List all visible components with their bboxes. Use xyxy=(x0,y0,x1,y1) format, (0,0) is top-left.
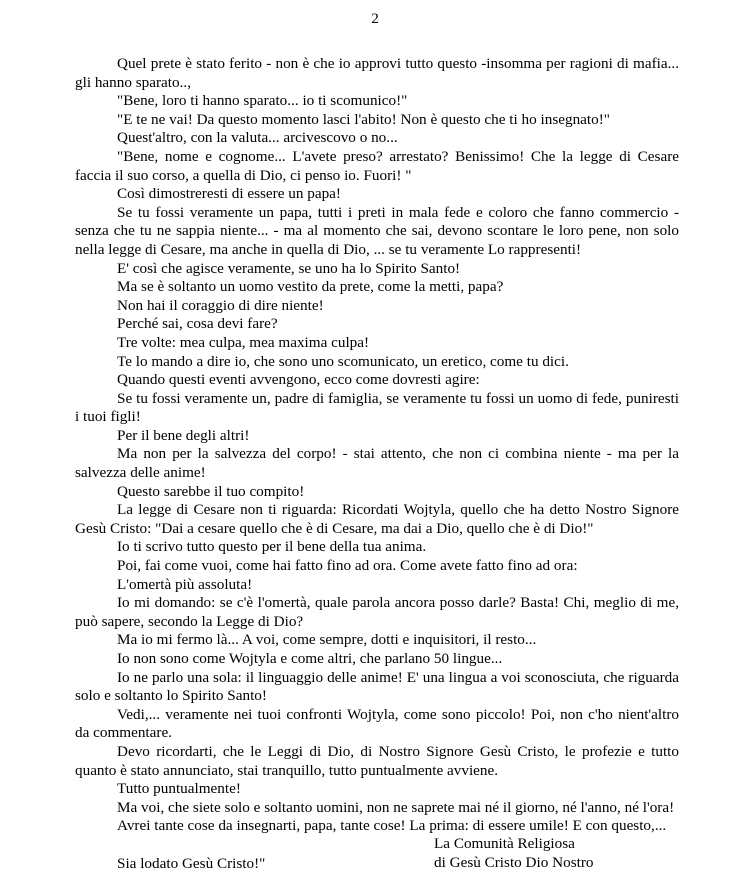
paragraph: "Bene, nome e cognome... L'avete preso? arrestato? Benissimo! Che la legge di Cesare faccia il suo corso, a quella di Dio, ci penso io. Fuori! " xyxy=(75,147,679,184)
paragraph: "E te ne vai! Da questo momento lasci l'abito! Non è questo che ti ho insegnato!" xyxy=(117,110,610,128)
paragraph: Se tu fossi veramente un papa, tutti i preti in mala fede e coloro che fanno commercio - senza che tu ne sappia niente... - ma al momento che sai, devono scontare le loro pene, non solo nella legge di Cesare, ma anche in quella di Dio, ... se tu veramente Lo rappresenti! xyxy=(75,203,679,258)
paragraph: Quando questi eventi avvengono, ecco come dovresti agire: xyxy=(117,371,480,389)
paragraph: Ma se è soltanto un uomo vestito da prete, come la metti, papa? xyxy=(117,278,504,296)
paragraph: Te lo mando a dire io, che sono uno scomunicato, un eretico, come tu dici. xyxy=(117,352,569,370)
paragraph: Se tu fossi veramente un, padre di famiglia, se veramente tu fossi un uomo di fede, puniresti i tuoi figli! xyxy=(75,389,679,426)
paragraph: Ma voi, che siete solo e soltanto uomini, non ne saprete mai né il giorno, né l'anno, né l'ora! xyxy=(117,798,675,816)
page-number: 2 xyxy=(371,10,379,27)
paragraph: Ma non per la salvezza del corpo! - stai attento, che non ci combina niente - ma per la salvezza delle anime! xyxy=(75,445,679,482)
paragraph: La legge di Cesare non ti riguarda: Ricordati Wojtyla, quello che ha detto Nostro Signore Gesù Cristo: "Dai a cesare quello che è di Cesare, ma dai a Dio, quello che è di Dio!" xyxy=(75,501,679,537)
paragraph: "Bene, loro ti hanno sparato... io ti scomunico!" xyxy=(117,92,408,110)
paragraph: Io ne parlo una sola: il linguaggio delle anime! E' una lingua a voi sconosciuta, che riguarda solo e soltanto lo Spirito Santo! xyxy=(75,668,679,705)
paragraph: Poi, fai come vuoi, come hai fatto fino ad ora. Come avete fatto fino ad ora: xyxy=(117,557,578,575)
signature-block xyxy=(434,835,593,872)
paragraph: L'omertà più assoluta! xyxy=(117,575,253,593)
paragraph: Io mi domando: se c'è l'omertà, quale parola ancora posso darle? Basta! Chi, meglio di me, può sapere, secondo la Legge di Dio? xyxy=(75,594,679,630)
signature-line-2: di Gesù Cristo Dio Nostro xyxy=(434,853,594,871)
paragraph: Non hai il coraggio di dire niente! xyxy=(117,296,324,314)
paragraph: Per il bene degli altri! xyxy=(117,426,250,444)
paragraph: Io ti scrivo tutto questo per il bene della tua anima. xyxy=(117,538,427,556)
paragraph: Tre volte: mea culpa, mea maxima culpa! xyxy=(117,333,370,351)
closing-line: Sia lodato Gesù Cristo!" xyxy=(117,854,266,872)
paragraph: Così dimostreresti di essere un papa! xyxy=(117,185,341,203)
paragraph: Perché sai, cosa devi fare? xyxy=(117,315,278,333)
letter-body xyxy=(75,55,679,873)
paragraph: Io non sono come Wojtyla e come altri, che parlano 50 lingue... xyxy=(117,650,503,667)
paragraph: Tutto puntualmente! xyxy=(117,780,241,798)
paragraph: Quest'altro, con la valuta... arcivescovo o no... xyxy=(117,129,398,147)
paragraph: Ma io mi fermo là... A voi, come sempre, dotti e inquisitori, il resto... xyxy=(117,631,537,649)
paragraph: Quel prete è stato ferito - non è che io approvi tutto questo -insomma per ragioni di mafia... gli hanno sparato.., xyxy=(75,55,679,91)
paragraph: Questo sarebbe il tuo compito! xyxy=(117,482,305,500)
paragraph: Avrei tante cose da insegnarti, papa, tante cose! La prima: di essere umile! E con questo,... xyxy=(117,817,667,835)
signature-line-1: La Comunità Religiosa xyxy=(434,835,575,852)
paragraph: Devo ricordarti, che le Leggi di Dio, di Nostro Signore Gesù Cristo, le profezie e tutto quanto è stato annunciato, stai tranquillo, tutto puntualmente avviene. xyxy=(75,742,679,779)
paragraph: Vedi,... veramente nei tuoi confronti Wojtyla, come sono piccolo! Poi, non c'ho nient'altro da commentare. xyxy=(75,705,679,742)
paragraph: E' così che agisce veramente, se uno ha lo Spirito Santo! xyxy=(117,259,461,277)
